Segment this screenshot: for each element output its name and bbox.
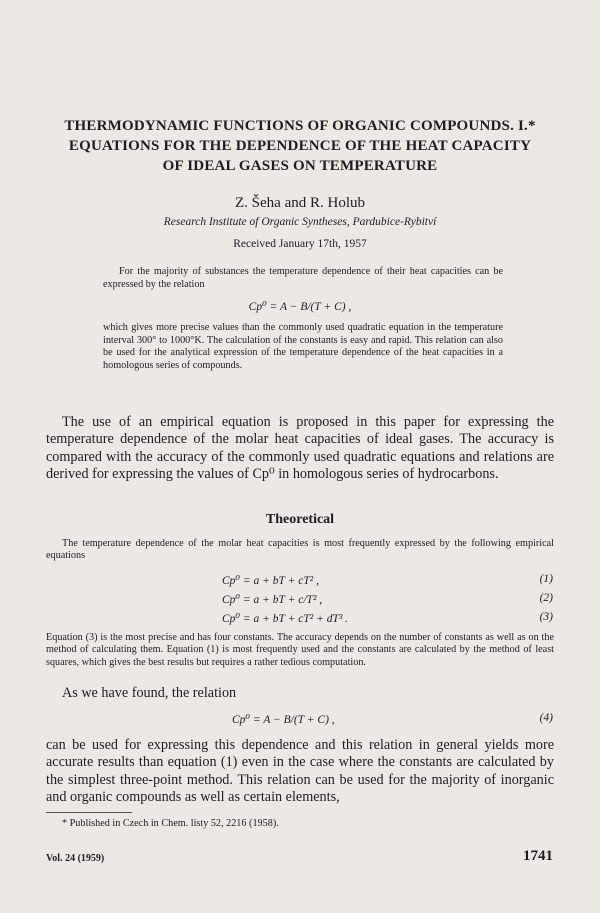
page-number: 1741 (523, 848, 553, 864)
equation-1-expr: Cp⁰ = a + bT + cT² , (222, 575, 319, 587)
abstract-equation: Cp⁰ = A − B/(T + C) , (248, 301, 352, 313)
abstract-paragraph-1: For the majority of substances the temperature dependence of their heat capacities can be expressed by the relation (103, 266, 503, 290)
equation-1-number: (1) (539, 573, 553, 585)
authors: Z. Šeha and R. Holub (235, 195, 365, 211)
theory-paragraph-2: Equation (3) is the most precise and has four constants. The accuracy depends on the number of constants as well as on the method of calculating them. Equation (1) is most frequently used and the constants are calculated by the method of least squares, which gives the best results but requires a rather tedious computation. (46, 632, 554, 668)
theory-paragraph-1: The temperature dependence of the molar heat capacities is most frequently expressed by the following empirical equations (46, 538, 554, 562)
continuation-paragraph: can be used for expressing this dependence and this relation in general yields more accurate results than equation (1) even in the case where the constants are calculated by the simplest three-point method. This relation can be used for the majority of inorganic and organic compounds as well as certain elements, (46, 737, 554, 806)
abstract-paragraph-2: which gives more precise values than the commonly used quadratic equation in the temperature interval 300° to 1000°K. The calculation of the constants is easy and rapid. This relation can also be used for the analytical expression of the temperature dependence of the heat capacities in a homologous series of compounds. (103, 322, 503, 371)
volume-label: Vol. 24 (1959) (46, 853, 105, 864)
equation-3-number: (3) (539, 611, 553, 623)
section-heading: Theoretical (265, 512, 335, 527)
equation-1 (0, 573, 600, 589)
title-line-1: THERMODYNAMIC FUNCTIONS OF ORGANIC COMPOUNDS. I.* (64, 118, 536, 134)
equation-2 (0, 592, 600, 608)
affiliation: Research Institute of Organic Syntheses, Pardubice-Rybitví (163, 216, 437, 228)
equation-2-expr: Cp⁰ = a + bT + c/T² , (222, 594, 323, 606)
equation-3 (0, 611, 600, 627)
relation-intro: As we have found, the relation (62, 685, 237, 701)
title-line-2: EQUATIONS FOR THE DEPENDENCE OF THE HEAT CAPACITY (68, 138, 532, 154)
intro-paragraph: The use of an empirical equation is proposed in this paper for expressing the temperature dependence of the molar heat capacities of ideal gases. The accuracy is compared with the accuracy of the commonly used quadratic equations and relations are derived for expressing the values of Cp⁰ in homologous series of hydrocarbons. (46, 414, 554, 483)
equation-4-number: (4) (539, 712, 553, 724)
title-line-3: OF IDEAL GASES ON TEMPERATURE (162, 158, 438, 174)
footnote: * Published in Czech in Chem. listy 52, 2216 (1958). (62, 818, 279, 829)
footnote-rule (46, 812, 132, 813)
equation-2-number: (2) (539, 592, 553, 604)
paper-title (40, 116, 560, 176)
received-date: Received January 17th, 1957 (233, 238, 367, 250)
equation-4-expr: Cp⁰ = A − B/(T + C) , (232, 714, 335, 726)
equation-3-expr: Cp⁰ = a + bT + cT² + dT³ . (222, 613, 349, 625)
